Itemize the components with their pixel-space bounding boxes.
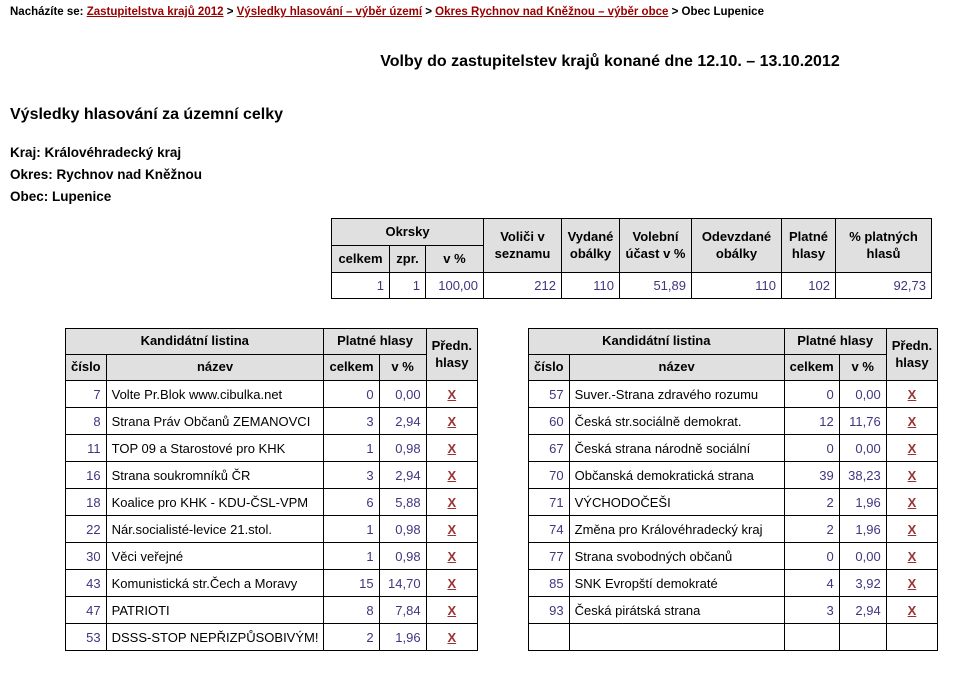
summary-header-platne: Platné hlasy	[782, 219, 836, 273]
party-header-nazev: název	[569, 355, 784, 381]
summary-header-okrsky-celkem: celkem	[332, 246, 390, 273]
party-row	[66, 624, 478, 651]
party-name-cell: SNK Evropští demokraté	[569, 570, 784, 597]
party-total-votes-cell: 8	[324, 597, 379, 624]
party-row	[66, 597, 478, 624]
party-total-votes-cell: 1	[324, 516, 379, 543]
party-total-votes-cell: 12	[784, 408, 839, 435]
party-number-cell: 60	[529, 408, 570, 435]
pref-votes-link[interactable]: X	[447, 494, 457, 510]
party-header-v-pct: v %	[839, 355, 886, 381]
summary-header-pct-platnych: % platných hlasů	[836, 219, 932, 273]
pref-votes-cell	[426, 381, 477, 408]
party-row	[529, 408, 938, 435]
party-header-kandidatni-listina: Kandidátní listina	[66, 329, 324, 355]
breadcrumb-current: Obec Lupenice	[681, 6, 764, 18]
pref-votes-link[interactable]: X	[907, 440, 917, 456]
pref-votes-cell	[886, 462, 937, 489]
party-total-votes-cell: 3	[784, 597, 839, 624]
party-number-cell: 18	[66, 489, 107, 516]
pref-votes-cell	[886, 435, 937, 462]
empty-cell	[839, 624, 886, 651]
party-row	[529, 489, 938, 516]
pref-votes-link[interactable]: X	[447, 413, 457, 429]
empty-cell	[529, 624, 570, 651]
summary-value-okrsky-celkem: 1	[332, 273, 390, 299]
territory-kraj: Kraj: Královéhradecký kraj	[10, 145, 182, 160]
party-row	[529, 381, 938, 408]
party-pct-cell: 0,98	[379, 543, 426, 570]
party-pct-cell: 2,94	[379, 408, 426, 435]
party-row	[66, 489, 478, 516]
party-pct-cell: 1,96	[839, 489, 886, 516]
party-pct-cell: 1,96	[839, 516, 886, 543]
summary-table-wrap	[331, 218, 932, 299]
party-name-cell: Česká pirátská strana	[569, 597, 784, 624]
party-number-cell: 67	[529, 435, 570, 462]
party-header-platne-hlasy: Platné hlasy	[324, 329, 426, 355]
party-number-cell: 30	[66, 543, 107, 570]
party-header-kandidatni-listina: Kandidátní listina	[529, 329, 785, 355]
party-number-cell: 8	[66, 408, 107, 435]
party-number-cell: 43	[66, 570, 107, 597]
party-total-votes-cell: 0	[784, 381, 839, 408]
pref-votes-cell	[426, 408, 477, 435]
pref-votes-cell	[426, 624, 477, 651]
summary-value-ucast: 51,89	[620, 273, 692, 299]
party-number-cell: 70	[529, 462, 570, 489]
party-row	[529, 516, 938, 543]
party-pct-cell: 7,84	[379, 597, 426, 624]
party-number-cell: 7	[66, 381, 107, 408]
party-number-cell: 85	[529, 570, 570, 597]
pref-votes-link[interactable]: X	[907, 575, 917, 591]
pref-votes-link[interactable]: X	[447, 386, 457, 402]
party-name-cell: Strana Práv Občanů ZEMANOVCI	[106, 408, 324, 435]
pref-votes-link[interactable]: X	[907, 413, 917, 429]
summary-value-volici: 212	[484, 273, 562, 299]
party-total-votes-cell: 0	[784, 435, 839, 462]
party-pct-cell: 0,98	[379, 516, 426, 543]
party-total-votes-cell: 39	[784, 462, 839, 489]
empty-cell	[784, 624, 839, 651]
pref-votes-cell	[426, 489, 477, 516]
party-name-cell: DSSS-STOP NEPŘIZPŮSOBIVÝM!	[106, 624, 324, 651]
party-name-cell: Strana soukromníků ČR	[106, 462, 324, 489]
summary-value-pct-platnych: 92,73	[836, 273, 932, 299]
party-row	[66, 570, 478, 597]
summary-value-okrsky-zpr: 1	[390, 273, 426, 299]
party-name-cell: Nár.socialisté-levice 21.stol.	[106, 516, 324, 543]
party-pct-cell: 0,98	[379, 435, 426, 462]
summary-header-odevzdane: Odevzdané obálky	[692, 219, 782, 273]
breadcrumb-link-okres-vyber-obce[interactable]: Okres Rychnov nad Kněžnou – výběr obce	[435, 6, 669, 18]
pref-votes-link[interactable]: X	[907, 602, 917, 618]
summary-value-odevzdane: 110	[692, 273, 782, 299]
summary-header-okrsky-zpr: zpr.	[390, 246, 426, 273]
pref-votes-link[interactable]: X	[907, 548, 917, 564]
party-name-cell: Komunistická str.Čech a Moravy	[106, 570, 324, 597]
pref-votes-cell	[886, 489, 937, 516]
party-pct-cell: 0,00	[839, 435, 886, 462]
party-number-cell: 16	[66, 462, 107, 489]
breadcrumb	[10, 6, 764, 18]
party-pct-cell: 5,88	[379, 489, 426, 516]
party-row	[529, 435, 938, 462]
empty-cell	[886, 624, 937, 651]
party-number-cell: 57	[529, 381, 570, 408]
party-number-cell: 22	[66, 516, 107, 543]
party-row	[529, 462, 938, 489]
party-row	[66, 408, 478, 435]
pref-votes-cell	[886, 516, 937, 543]
party-total-votes-cell: 0	[324, 381, 379, 408]
pref-votes-link[interactable]: X	[447, 575, 457, 591]
party-name-cell: Volte Pr.Blok www.cibulka.net	[106, 381, 324, 408]
party-number-cell: 93	[529, 597, 570, 624]
party-header-cislo: číslo	[66, 355, 107, 381]
pref-votes-link[interactable]: X	[907, 386, 917, 402]
party-header-celkem: celkem	[784, 355, 839, 381]
pref-votes-cell	[426, 435, 477, 462]
summary-header-okrsky: Okrsky	[332, 219, 484, 246]
breadcrumb-prefix: Nacházíte se:	[10, 6, 84, 18]
party-total-votes-cell: 2	[324, 624, 379, 651]
territory-info	[10, 142, 202, 208]
party-table-left-wrap	[65, 328, 478, 651]
party-row	[66, 381, 478, 408]
party-total-votes-cell: 0	[784, 543, 839, 570]
party-name-cell: PATRIOTI	[106, 597, 324, 624]
pref-votes-cell	[426, 570, 477, 597]
party-name-cell: Občanská demokratická strana	[569, 462, 784, 489]
party-total-votes-cell: 1	[324, 543, 379, 570]
summary-value-okrsky-v-pct: 100,00	[426, 273, 484, 299]
pref-votes-cell	[886, 597, 937, 624]
party-name-cell: Změna pro Královéhradecký kraj	[569, 516, 784, 543]
party-name-cell: VÝCHODOČEŠI	[569, 489, 784, 516]
party-header-cislo: číslo	[529, 355, 570, 381]
party-total-votes-cell: 2	[784, 516, 839, 543]
party-pct-cell: 0,00	[379, 381, 426, 408]
party-total-votes-cell: 1	[324, 435, 379, 462]
pref-votes-link[interactable]: X	[447, 467, 457, 483]
party-header-predn-hlasy: Předn. hlasy	[426, 329, 477, 381]
summary-header-okrsky-v-pct: v %	[426, 246, 484, 273]
party-header-celkem: celkem	[324, 355, 379, 381]
party-total-votes-cell: 3	[324, 408, 379, 435]
pref-votes-cell	[426, 543, 477, 570]
pref-votes-link[interactable]: X	[447, 548, 457, 564]
breadcrumb-link-zastupitelstva[interactable]: Zastupitelstva krajů 2012	[86, 6, 224, 18]
pref-votes-link[interactable]: X	[907, 467, 917, 483]
pref-votes-link[interactable]: X	[447, 602, 457, 618]
party-number-cell: 11	[66, 435, 107, 462]
pref-votes-cell	[886, 570, 937, 597]
section-heading: Výsledky hlasování za územní celky	[10, 106, 284, 123]
pref-votes-link[interactable]: X	[447, 440, 457, 456]
territory-obec: Obec: Lupenice	[10, 189, 112, 204]
party-pct-cell: 0,00	[839, 543, 886, 570]
party-name-cell: Česká str.sociálně demokrat.	[569, 408, 784, 435]
party-row	[66, 516, 478, 543]
breadcrumb-separator: >	[671, 6, 679, 18]
pref-votes-cell	[426, 597, 477, 624]
party-total-votes-cell: 15	[324, 570, 379, 597]
breadcrumb-separator: >	[226, 6, 234, 18]
party-table-right	[528, 328, 938, 651]
party-header-nazev: název	[106, 355, 324, 381]
summary-table	[331, 218, 932, 299]
breadcrumb-separator: >	[425, 6, 432, 18]
party-row	[66, 435, 478, 462]
party-row	[529, 570, 938, 597]
pref-votes-link[interactable]: X	[907, 521, 917, 537]
party-pct-cell: 38,23	[839, 462, 886, 489]
party-name-cell: Koalice pro KHK - KDU-ČSL-VPM	[106, 489, 324, 516]
territory-okres: Okres: Rychnov nad Kněžnou	[10, 167, 203, 182]
party-number-cell: 74	[529, 516, 570, 543]
party-header-platne-hlasy: Platné hlasy	[784, 329, 886, 355]
pref-votes-cell	[426, 516, 477, 543]
page-title: Volby do zastupitelstev krajů konané dne 12.10. – 13.10.2012	[380, 53, 840, 70]
party-total-votes-cell: 6	[324, 489, 379, 516]
party-pct-cell: 11,76	[839, 408, 886, 435]
summary-value-platne: 102	[782, 273, 836, 299]
summary-header-volici: Voliči v seznamu	[484, 219, 562, 273]
summary-header-vydane: Vydané obálky	[562, 219, 620, 273]
empty-cell	[569, 624, 784, 651]
pref-votes-link[interactable]: X	[447, 629, 457, 645]
party-name-cell: Česká strana národně sociální	[569, 435, 784, 462]
pref-votes-cell	[426, 462, 477, 489]
party-total-votes-cell: 3	[324, 462, 379, 489]
summary-header-ucast: Volební účast v %	[620, 219, 692, 273]
summary-data-row	[332, 273, 932, 299]
party-number-cell: 47	[66, 597, 107, 624]
pref-votes-link[interactable]: X	[447, 521, 457, 537]
pref-votes-cell	[886, 381, 937, 408]
party-pct-cell: 0,00	[839, 381, 886, 408]
party-number-cell: 71	[529, 489, 570, 516]
party-row-empty	[529, 624, 938, 651]
party-number-cell: 77	[529, 543, 570, 570]
party-pct-cell: 3,92	[839, 570, 886, 597]
party-pct-cell: 14,70	[379, 570, 426, 597]
pref-votes-link[interactable]: X	[907, 494, 917, 510]
party-row	[66, 462, 478, 489]
party-pct-cell: 2,94	[379, 462, 426, 489]
party-name-cell: Strana svobodných občanů	[569, 543, 784, 570]
pref-votes-cell	[886, 543, 937, 570]
party-name-cell: TOP 09 a Starostové pro KHK	[106, 435, 324, 462]
party-table-right-wrap	[528, 328, 938, 651]
party-pct-cell: 2,94	[839, 597, 886, 624]
summary-value-vydane: 110	[562, 273, 620, 299]
breadcrumb-link-vysledky-uzemi[interactable]: Výsledky hlasování – výběr území	[236, 6, 423, 18]
party-row	[529, 597, 938, 624]
party-total-votes-cell: 2	[784, 489, 839, 516]
party-name-cell: Suver.-Strana zdravého rozumu	[569, 381, 784, 408]
party-total-votes-cell: 4	[784, 570, 839, 597]
party-row	[529, 543, 938, 570]
party-header-predn-hlasy: Předn. hlasy	[886, 329, 937, 381]
party-name-cell: Věci veřejné	[106, 543, 324, 570]
party-header-v-pct: v %	[379, 355, 426, 381]
party-number-cell: 53	[66, 624, 107, 651]
party-pct-cell: 1,96	[379, 624, 426, 651]
party-table-left	[65, 328, 478, 651]
pref-votes-cell	[886, 408, 937, 435]
party-row	[66, 543, 478, 570]
